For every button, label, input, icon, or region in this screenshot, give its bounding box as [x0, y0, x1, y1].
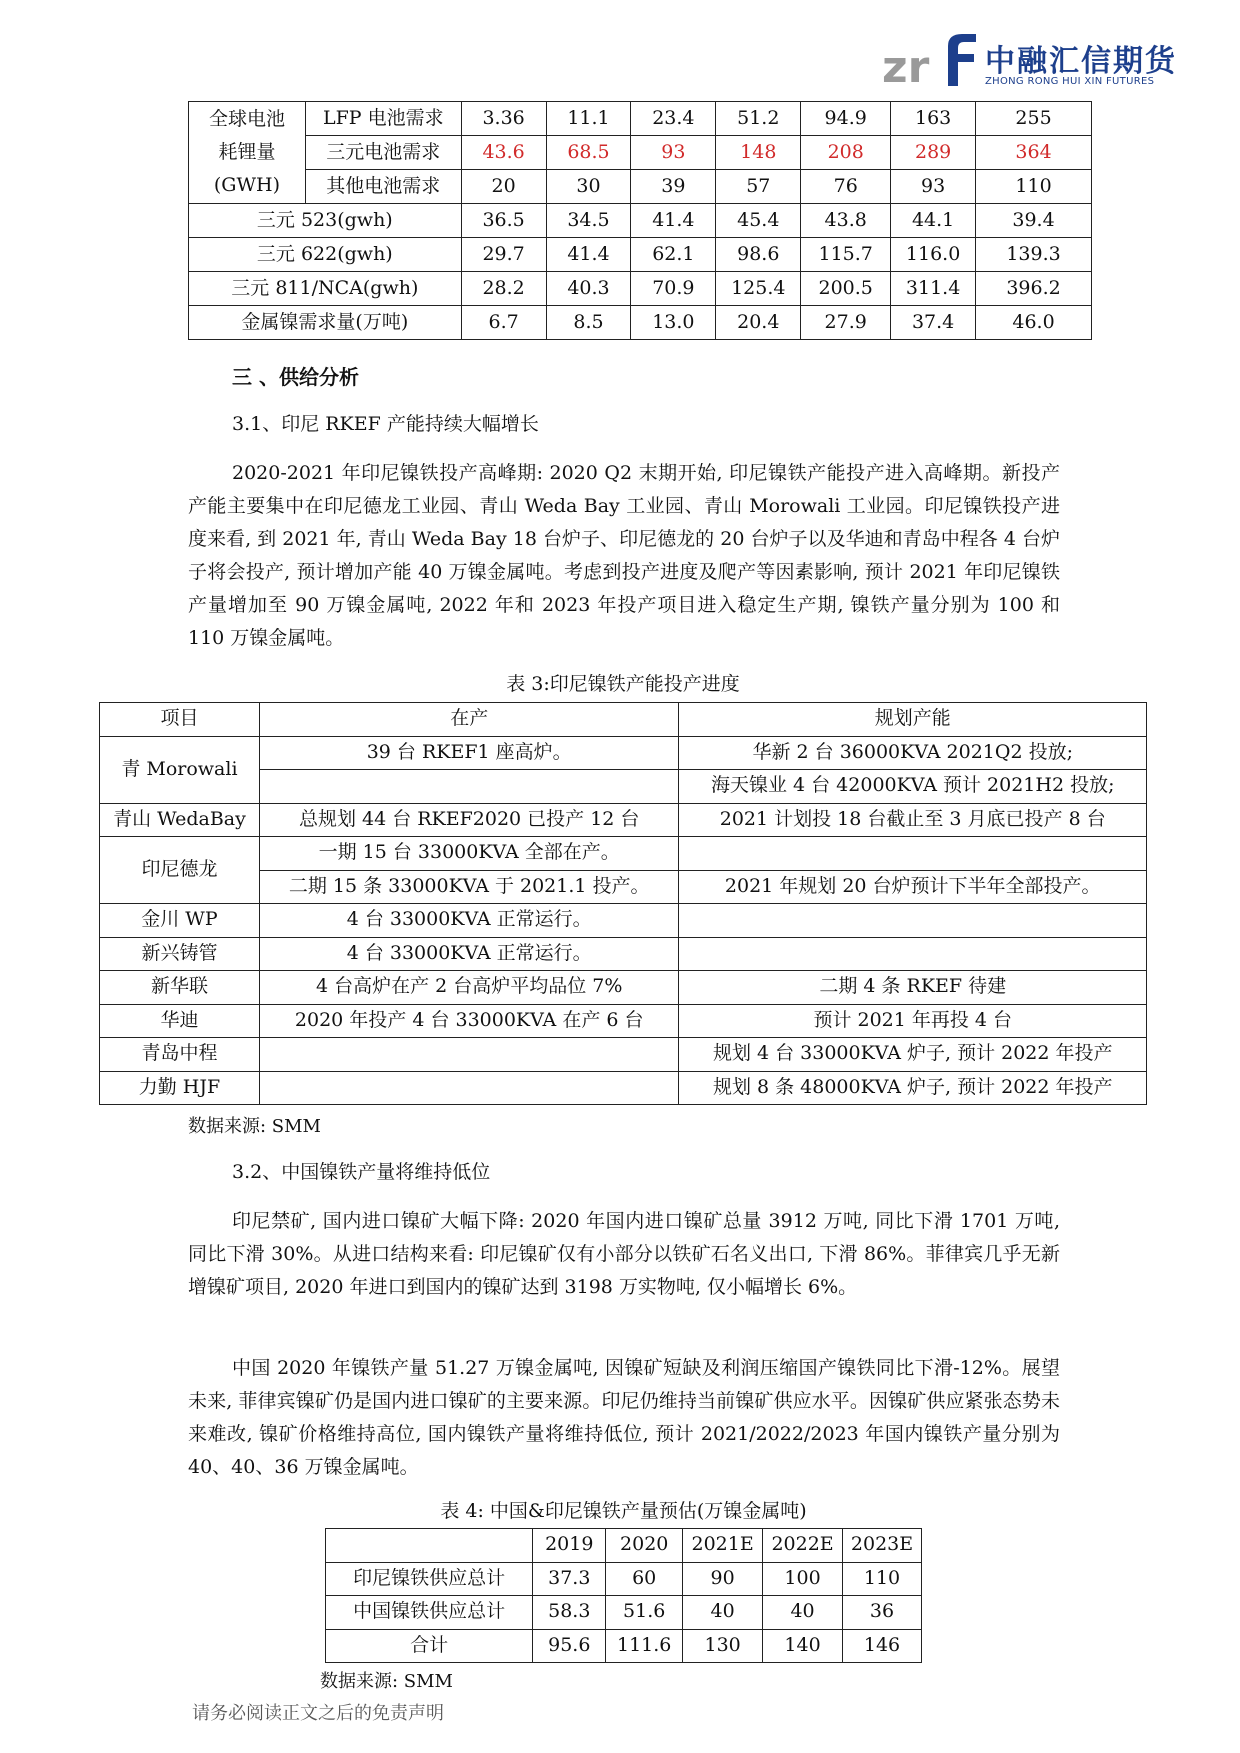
column-header: 2020 — [606, 1529, 683, 1563]
cell: 34.5 — [546, 204, 631, 238]
column-header: 项目 — [100, 703, 260, 737]
column-header: 2023E — [843, 1529, 922, 1563]
cell: 3.36 — [461, 102, 546, 136]
column-header: 规划产能 — [679, 703, 1147, 737]
table-row — [100, 1071, 1147, 1105]
cell: 2021 年规划 20 台炉预计下半年全部投产。 — [679, 870, 1147, 904]
cell: 45.4 — [716, 204, 801, 238]
cell: 二期 15 条 33000KVA 于 2021.1 投产。 — [259, 870, 679, 904]
group-label-cell — [189, 102, 306, 204]
cell: 二期 4 条 RKEF 待建 — [679, 971, 1147, 1005]
cell: 39 台 RKEF1 座高炉。 — [259, 736, 679, 770]
row-label: 三元电池需求 — [305, 136, 461, 170]
cell: 4 台高炉在产 2 台高炉平均品位 7% — [259, 971, 679, 1005]
table-row — [189, 136, 1092, 170]
cell: 39.4 — [976, 204, 1092, 238]
paragraph-domestic: 中国 2020 年镍铁产量 51.27 万镍金属吨, 因镍矿短缺及利润压缩国产镍铁同比下滑-12%。展望未来, 菲律宾镍矿仍是国内进口镍矿的主要来源。印尼仍维持当前镍矿供应水平。因镍矿供应紧张态势未来难改, 镍矿价格维持高位, 国内镍铁产量将维持低位, 预计 2021/2022/2023 年国内镍铁产量分别为 40、40、36 万镍金属吨。 — [188, 1357, 1060, 1478]
table4-caption: 表 4: 中国&印尼镍铁产量预估(万镍金属吨) — [440, 1500, 807, 1522]
cell: 44.1 — [891, 204, 976, 238]
cell: 146 — [843, 1629, 922, 1663]
table-row — [100, 937, 1147, 971]
project-cell: 青岛中程 — [100, 1038, 260, 1072]
cell: 110 — [843, 1562, 922, 1596]
table-row — [100, 971, 1147, 1005]
cell: 27.9 — [801, 306, 891, 340]
column-header: 2019 — [533, 1529, 606, 1563]
cell: 208 — [801, 136, 891, 170]
row-label: 中国镍铁供应总计 — [326, 1596, 533, 1630]
paragraph-rkef: 2020-2021 年印尼镍铁投产高峰期: 2020 Q2 末期开始, 印尼镍铁产能投产进入高峰期。新投产产能主要集中在印尼德龙工业园、青山 Weda Bay 工业园、青山 Morowali 工业园。印尼镍铁投产进度来看, 到 2021 年, 青山 Weda Bay 18 台炉子、印尼德龙的 20 台炉子以及华迪和青岛中程各 4 台炉子将会投产, 预计增加产能 40 万镍金属吨。考虑到投产进度及爬产等因素影响, 预计 2021 年印尼镍铁产量增加至 90 万镍金属吨, 2022 年和 2023 年投产项目进入稳定生产期, 镍铁产量分别为 100 和 110 万镍金属吨。 — [188, 462, 1060, 649]
cell: 58.3 — [533, 1596, 606, 1630]
cell — [679, 837, 1147, 871]
cell: 40 — [683, 1596, 763, 1630]
project-cell: 新华联 — [100, 971, 260, 1005]
row-label: 三元 622(gwh) — [189, 238, 462, 272]
cell: 311.4 — [891, 272, 976, 306]
project-cell: 华迪 — [100, 1004, 260, 1038]
table4-source: 数据来源: SMM — [320, 1671, 453, 1692]
company-logo — [880, 28, 1190, 92]
cell: 11.1 — [546, 102, 631, 136]
table-row — [189, 238, 1092, 272]
cell: 364 — [976, 136, 1092, 170]
cell: 90 — [683, 1562, 763, 1596]
cell — [259, 1071, 679, 1105]
project-cell: 新兴铸管 — [100, 937, 260, 971]
table-row — [100, 904, 1147, 938]
cell: 51.6 — [606, 1596, 683, 1630]
battery-demand-table — [188, 101, 1092, 340]
cell: 一期 15 台 33000KVA 全部在产。 — [259, 837, 679, 871]
cell: 76 — [801, 170, 891, 204]
column-header — [326, 1529, 533, 1563]
group-label-line: (GWH) — [213, 174, 280, 196]
cell: 51.2 — [716, 102, 801, 136]
row-label: LFP 电池需求 — [305, 102, 461, 136]
cell: 93 — [891, 170, 976, 204]
table-row — [100, 1004, 1147, 1038]
nickel-iron-output-table — [325, 1528, 922, 1663]
logo-mark-icon — [880, 28, 984, 92]
project-cell: 力勤 HJF — [100, 1071, 260, 1105]
table-row — [189, 204, 1092, 238]
cell: 40.3 — [546, 272, 631, 306]
cell: 28.2 — [461, 272, 546, 306]
cell: 39 — [631, 170, 716, 204]
logo-brand-cn: 中融汇信期货 — [985, 44, 1177, 79]
cell: 110 — [976, 170, 1092, 204]
cell: 36 — [843, 1596, 922, 1630]
cell: 36.5 — [461, 204, 546, 238]
section-title: 三 、供给分析 — [232, 365, 359, 389]
cell: 37.3 — [533, 1562, 606, 1596]
cell: 4 台 33000KVA 正常运行。 — [259, 937, 679, 971]
project-cell: 金川 WP — [100, 904, 260, 938]
cell: 148 — [716, 136, 801, 170]
table-row — [100, 1038, 1147, 1072]
table-row — [189, 272, 1092, 306]
cell: 255 — [976, 102, 1092, 136]
cell: 111.6 — [606, 1629, 683, 1663]
cell: 13.0 — [631, 306, 716, 340]
cell: 130 — [683, 1629, 763, 1663]
cell: 62.1 — [631, 238, 716, 272]
cell: 289 — [891, 136, 976, 170]
cell: 95.6 — [533, 1629, 606, 1663]
cell: 41.4 — [631, 204, 716, 238]
cell: 140 — [763, 1629, 843, 1663]
column-header: 2022E — [763, 1529, 843, 1563]
cell: 8.5 — [546, 306, 631, 340]
column-header: 在产 — [259, 703, 679, 737]
row-label: 其他电池需求 — [305, 170, 461, 204]
indonesia-rkef-table — [99, 702, 1147, 1105]
cell: 43.8 — [801, 204, 891, 238]
row-label: 印尼镍铁供应总计 — [326, 1562, 533, 1596]
row-label: 合计 — [326, 1629, 533, 1663]
cell: 163 — [891, 102, 976, 136]
table-row — [100, 803, 1147, 837]
cell: 40 — [763, 1596, 843, 1630]
project-cell: 印尼德龙 — [100, 837, 260, 904]
project-cell: 青山 WedaBay — [100, 803, 260, 837]
column-header: 2021E — [683, 1529, 763, 1563]
logo-brand-en: ZHONG RONG HUI XIN FUTURES — [985, 76, 1155, 87]
cell: 94.9 — [801, 102, 891, 136]
cell: 68.5 — [546, 136, 631, 170]
cell: 6.7 — [461, 306, 546, 340]
cell: 396.2 — [976, 272, 1092, 306]
cell — [259, 1038, 679, 1072]
cell: 23.4 — [631, 102, 716, 136]
subsection-title-3-2: 3.2、中国镍铁产量将维持低位 — [232, 1161, 491, 1183]
cell: 20.4 — [716, 306, 801, 340]
table-row — [326, 1596, 922, 1630]
cell: 海天镍业 4 台 42000KVA 预计 2021H2 投放; — [679, 770, 1147, 804]
cell: 200.5 — [801, 272, 891, 306]
cell: 总规划 44 台 RKEF2020 已投产 12 台 — [259, 803, 679, 837]
table-row — [189, 306, 1092, 340]
table-row — [326, 1562, 922, 1596]
cell: 2021 计划投 18 台截止至 3 月底已投产 8 台 — [679, 803, 1147, 837]
cell: 规划 8 条 48000KVA 炉子, 预计 2022 年投产 — [679, 1071, 1147, 1105]
cell: 37.4 — [891, 306, 976, 340]
disclaimer-footer: 请务必阅读正文之后的免责声明 — [192, 1703, 444, 1724]
cell: 29.7 — [461, 238, 546, 272]
svg-text:zr: zr — [882, 42, 930, 92]
cell: 57 — [716, 170, 801, 204]
cell: 100 — [763, 1562, 843, 1596]
group-label-line: 全球电池 — [208, 108, 285, 130]
row-label: 三元 523(gwh) — [189, 204, 462, 238]
row-label: 三元 811/NCA(gwh) — [189, 272, 462, 306]
cell — [259, 770, 679, 804]
row-label: 金属镍需求量(万吨) — [189, 306, 462, 340]
cell: 20 — [461, 170, 546, 204]
cell: 125.4 — [716, 272, 801, 306]
cell: 98.6 — [716, 238, 801, 272]
cell — [679, 937, 1147, 971]
cell: 70.9 — [631, 272, 716, 306]
cell: 115.7 — [801, 238, 891, 272]
cell — [679, 904, 1147, 938]
table-row — [189, 170, 1092, 204]
table-row — [100, 837, 1147, 871]
cell: 规划 4 台 33000KVA 炉子, 预计 2022 年投产 — [679, 1038, 1147, 1072]
cell: 46.0 — [976, 306, 1092, 340]
table3-source: 数据来源: SMM — [188, 1116, 321, 1137]
table-row — [326, 1629, 922, 1663]
cell: 预计 2021 年再投 4 台 — [679, 1004, 1147, 1038]
subsection-title-3-1: 3.1、印尼 RKEF 产能持续大幅增长 — [232, 413, 539, 435]
cell: 4 台 33000KVA 正常运行。 — [259, 904, 679, 938]
cell: 93 — [631, 136, 716, 170]
paragraph-import: 印尼禁矿, 国内进口镍矿大幅下降: 2020 年国内进口镍矿总量 3912 万吨, 同比下滑 1701 万吨, 同比下滑 30%。从进口结构来看: 印尼镍矿仅有小部分以铁矿石名义出口, 下滑 86%。菲律宾几乎无新增镍矿项目, 2020 年进口到国内的镍矿达到 3198 万实物吨, 仅小幅增长 6%。 — [188, 1210, 1060, 1298]
table-row — [100, 736, 1147, 770]
project-cell: 青 Morowali — [100, 736, 260, 803]
table3-caption: 表 3:印尼镍铁产能投产进度 — [506, 673, 740, 695]
cell: 60 — [606, 1562, 683, 1596]
cell: 华新 2 台 36000KVA 2021Q2 投放; — [679, 736, 1147, 770]
table-row — [189, 102, 1092, 136]
table-header-row — [100, 703, 1147, 737]
cell: 43.6 — [461, 136, 546, 170]
cell: 41.4 — [546, 238, 631, 272]
cell: 2020 年投产 4 台 33000KVA 在产 6 台 — [259, 1004, 679, 1038]
table-header-row — [326, 1529, 922, 1563]
cell: 139.3 — [976, 238, 1092, 272]
group-label-line: 耗锂量 — [218, 141, 276, 163]
cell: 116.0 — [891, 238, 976, 272]
cell: 30 — [546, 170, 631, 204]
